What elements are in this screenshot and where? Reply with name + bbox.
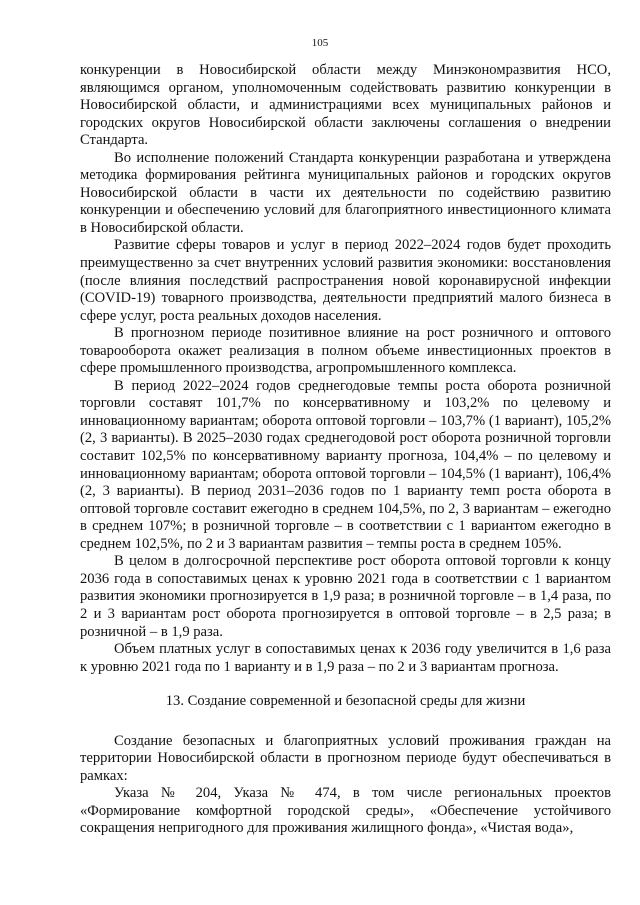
document-body [80,62,611,838]
paragraph: Во исполнение положений Стандарта конкуренции разработана и утверждена методика формирования рейтинга муниципальных районов и городских округов Новосибирской области в части их деятельности по содействию развитию конкуренции и обеспечению условий для благоприятного инвестиционного климата в Новосибирской области. [80,149,611,236]
paragraph-continuation: конкуренции в Новосибирской области между Минэкономразвития НСО, являющимся органом, уполномоченным содействовать развитию конкуренции в Новосибирской области, и администрациями всех муниципальных районов и городских округов Новосибирской области заключены соглашения о внедрении Стандарта. [80,62,611,149]
page-number: 105 [311,37,329,49]
paragraph: Развитие сферы товаров и услуг в период 2022–2024 годов будет проходить преимущественно за счет внутренних условий развития экономики: восстановления (после влияния последствий распространения новой коронавирусной инфекции (COVID-19) товарного производства, деятельности предприятий малого бизнеса в сфере услуг, роста реальных доходов населения. [80,237,611,324]
paragraph: В период 2022–2024 годов среднегодовые темпы роста оборота розничной торговли составят 101,7% по консервативному и 103,2% по целевому и инновационному вариантам; оборота оптовой торговли – 103,7% (1 вариант), 105,2% (2, 3 варианты). В 2025–2030 годах среднегодовой рост оборота розничной торговли составит 102,5% по консервативному варианту прогноза, 104,4% – по целевому и инновационному вариантам; оборота оптовой торговли – 104,5% (1 вариант), 106,4% (2, 3 варианты). В период 2031–2036 годов по 1 варианту темп роста оборота в оптовой торговле составит ежегодно в среднем 104,5%, по 2, 3 вариантам – ежегодно в среднем 107%; в розничной торговле – в соответствии с 1 вариантом ежегодно в среднем 102,5%, по 2 и 3 вариантам развития – темпы роста в среднем 105%. [80,377,611,552]
paragraph: Указа № 204, Указа № 474, в том числе региональных проектов «Формирование комфортной городской среды», «Обеспечение устойчивого сокращения непригодного для проживания жилищного фонда», «Чистая вода», [80,785,611,837]
paragraph: Объем платных услуг в сопоставимых ценах к 2036 году увеличится в 1,6 раза к уровню 2021 года по 1 варианту и в 1,9 раза – по 2 и 3 вариантам прогноза. [80,641,611,675]
paragraph: В прогнозном периоде позитивное влияние на рост розничного и оптового товарооборота окажет реализация в полном объеме инвестиционных проектов в сфере промышленного производства, агропромышленного комплекса. [80,325,611,377]
section-heading: 13. Создание современной и безопасной среды для жизни [165,693,526,710]
paragraph: Создание безопасных и благоприятных условий проживания граждан на территории Новосибирской области в прогнозном периоде будут обеспечиваться в рамках: [80,732,611,784]
paragraph: В целом в долгосрочной перспективе рост оборота оптовой торговли к концу 2036 года в сопоставимых ценах к уровню 2021 года в соответствии с 1 вариантом развития экономики прогнозируется в 1,9 раза; в розничной торговле – в 1,4 раза, по 2 и 3 вариантам рост оборота прогнозируется в оптовой торговле – в 2,5 раза; в розничной – в 1,9 раза. [80,553,611,640]
